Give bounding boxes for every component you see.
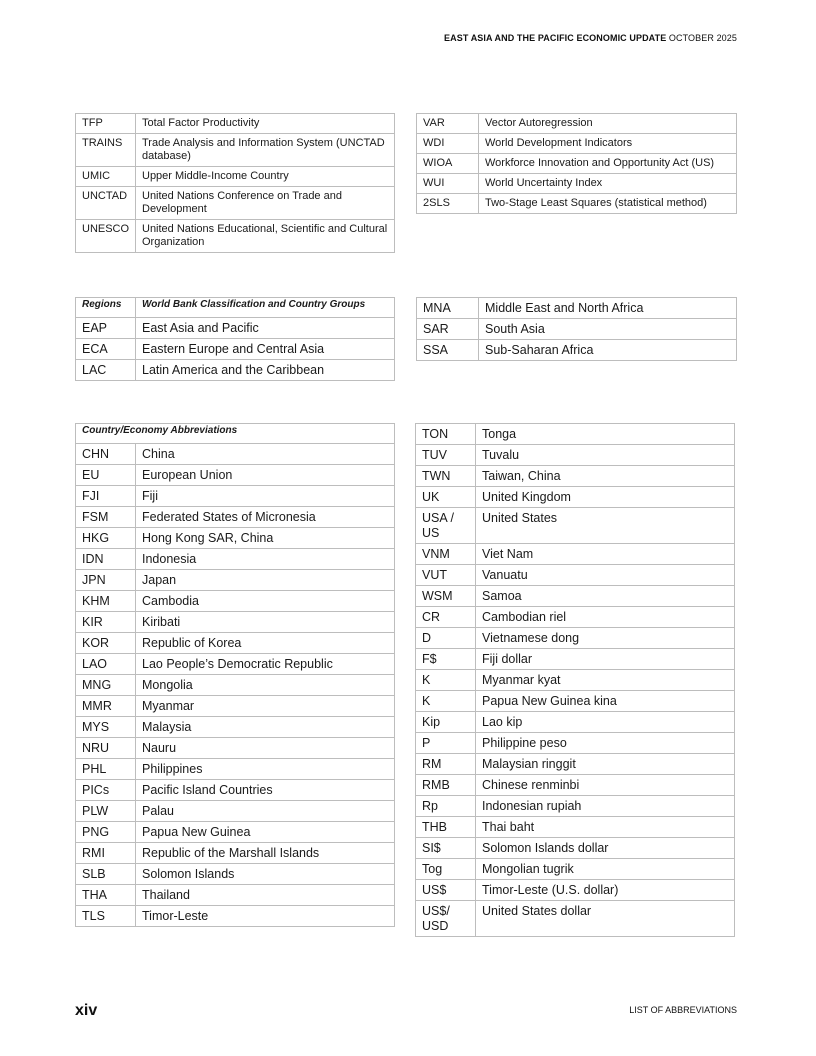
abbreviation-description: Thailand: [136, 885, 395, 906]
table-row: [76, 486, 395, 507]
regions-header-code: Regions: [76, 298, 136, 318]
table-row: [76, 528, 395, 549]
abbreviation-description: Malaysian ringgit: [476, 754, 735, 775]
table-row: [416, 565, 735, 586]
abbreviation-description: Taiwan, China: [476, 466, 735, 487]
abbreviation-description: Philippines: [136, 759, 395, 780]
table-row: [76, 801, 395, 822]
abbreviation-description: Chinese renminbi: [476, 775, 735, 796]
table-row: [416, 487, 735, 508]
table-row: [416, 712, 735, 733]
abbreviation-description: Federated States of Micronesia: [136, 507, 395, 528]
table-row: [76, 633, 395, 654]
regions-header-desc: World Bank Classification and Country Groups: [136, 298, 395, 318]
table-row: [416, 838, 735, 859]
abbreviation-description: Timor-Leste: [136, 906, 395, 927]
table-row: [76, 780, 395, 801]
countries-table-right: [415, 423, 735, 937]
table-row: [76, 507, 395, 528]
abbreviation-description: Cambodian riel: [476, 607, 735, 628]
abbreviation-code: PNG: [76, 822, 136, 843]
table-row: [76, 822, 395, 843]
table-row: [76, 696, 395, 717]
abbreviation-code: K: [416, 691, 476, 712]
table-row: [416, 628, 735, 649]
abbreviation-description: Mongolian tugrik: [476, 859, 735, 880]
abbreviation-code: ECA: [76, 339, 136, 360]
abbreviation-code: WSM: [416, 586, 476, 607]
table-row: [416, 424, 735, 445]
countries-header-row: [76, 424, 395, 444]
abbreviation-description: Solomon Islands: [136, 864, 395, 885]
abbreviation-code: PLW: [76, 801, 136, 822]
abbreviation-description: Timor-Leste (U.S. dollar): [476, 880, 735, 901]
table-row: [76, 134, 395, 167]
abbreviation-code: SSA: [417, 340, 479, 361]
table-row: [417, 174, 737, 194]
abbreviation-code: IDN: [76, 549, 136, 570]
table-row: [416, 607, 735, 628]
abbreviation-description: Myanmar: [136, 696, 395, 717]
abbreviation-description: Eastern Europe and Central Asia: [136, 339, 395, 360]
table-row: [76, 675, 395, 696]
abbreviation-description: Sub-Saharan Africa: [479, 340, 737, 361]
table-row: [416, 691, 735, 712]
table-row: [416, 649, 735, 670]
abbreviation-code: Rp: [416, 796, 476, 817]
abbreviation-code: KHM: [76, 591, 136, 612]
abbreviation-code: JPN: [76, 570, 136, 591]
abbreviation-code: PICs: [76, 780, 136, 801]
abbreviation-code: SLB: [76, 864, 136, 885]
abbreviation-code: VNM: [416, 544, 476, 565]
abbreviation-code: RMI: [76, 843, 136, 864]
table-row: [416, 880, 735, 901]
table-row: [76, 570, 395, 591]
abbreviation-description: Mongolia: [136, 675, 395, 696]
abbreviation-code: FJI: [76, 486, 136, 507]
abbreviation-code: KIR: [76, 612, 136, 633]
abbreviation-code: NRU: [76, 738, 136, 759]
abbreviation-description: Total Factor Productivity: [136, 114, 395, 134]
abbreviation-description: Tuvalu: [476, 445, 735, 466]
abbreviation-description: Cambodia: [136, 591, 395, 612]
table-row: [76, 187, 395, 220]
table-row: [76, 465, 395, 486]
abbreviation-code: RMB: [416, 775, 476, 796]
table-row: [76, 318, 395, 339]
abbreviation-code: Tog: [416, 859, 476, 880]
abbreviation-code: EAP: [76, 318, 136, 339]
abbreviation-description: Myanmar kyat: [476, 670, 735, 691]
report-date: OCTOBER 2025: [668, 33, 737, 43]
regions-table-left: [75, 297, 395, 381]
abbreviation-code: HKG: [76, 528, 136, 549]
table-row: [416, 508, 735, 544]
table-row: [76, 591, 395, 612]
table-row: [416, 733, 735, 754]
abbreviation-description: East Asia and Pacific: [136, 318, 395, 339]
abbreviation-code: THB: [416, 817, 476, 838]
abbreviation-description: Indonesian rupiah: [476, 796, 735, 817]
table-row: [416, 775, 735, 796]
abbreviation-code: CR: [416, 607, 476, 628]
abbreviation-description: Thai baht: [476, 817, 735, 838]
table-row: [417, 114, 737, 134]
abbreviation-description: Palau: [136, 801, 395, 822]
abbreviation-code: TRAINS: [76, 134, 136, 167]
abbreviation-code: MYS: [76, 717, 136, 738]
table-row: [76, 612, 395, 633]
table-row: [76, 717, 395, 738]
abbreviation-code: EU: [76, 465, 136, 486]
abbreviation-description: Japan: [136, 570, 395, 591]
abbreviation-code: UK: [416, 487, 476, 508]
abbreviation-code: VUT: [416, 565, 476, 586]
abbreviation-description: Latin America and the Caribbean: [136, 360, 395, 381]
abbreviation-description: China: [136, 444, 395, 465]
abbreviation-description: Samoa: [476, 586, 735, 607]
table-row: [76, 843, 395, 864]
abbreviation-description: United Kingdom: [476, 487, 735, 508]
abbreviation-code: WDI: [417, 134, 479, 154]
abbreviation-code: MNA: [417, 298, 479, 319]
abbreviation-description: Vanuatu: [476, 565, 735, 586]
abbreviation-description: Papua New Guinea: [136, 822, 395, 843]
table-row: [417, 298, 737, 319]
abbreviation-code: TWN: [416, 466, 476, 487]
abbreviation-code: RM: [416, 754, 476, 775]
abbreviation-code: Kip: [416, 712, 476, 733]
abbreviation-description: Fiji dollar: [476, 649, 735, 670]
table-row: [76, 906, 395, 927]
table-row: [417, 340, 737, 361]
table-row: [416, 859, 735, 880]
countries-table-left: [75, 423, 395, 927]
abbreviation-code: UNESCO: [76, 220, 136, 253]
abbreviation-code: UMIC: [76, 167, 136, 187]
table-row: [76, 864, 395, 885]
abbreviation-description: Pacific Island Countries: [136, 780, 395, 801]
abbreviation-description: Lao kip: [476, 712, 735, 733]
abbreviation-description: Upper Middle-Income Country: [136, 167, 395, 187]
abbreviation-description: Kiribati: [136, 612, 395, 633]
abbreviation-description: United Nations Educational, Scientific and Cultural Organization: [136, 220, 395, 253]
abbreviation-description: Hong Kong SAR, China: [136, 528, 395, 549]
table-row: [416, 445, 735, 466]
abbreviation-code: SAR: [417, 319, 479, 340]
abbreviation-code: MNG: [76, 675, 136, 696]
table-row: [76, 444, 395, 465]
abbreviation-code: LAC: [76, 360, 136, 381]
abbreviation-description: Viet Nam: [476, 544, 735, 565]
abbreviation-description: Indonesia: [136, 549, 395, 570]
regions-table-right: [416, 297, 737, 361]
abbreviation-description: Republic of the Marshall Islands: [136, 843, 395, 864]
abbreviation-code: D: [416, 628, 476, 649]
table-row: [76, 885, 395, 906]
abbreviation-description: Fiji: [136, 486, 395, 507]
abbreviation-code: TFP: [76, 114, 136, 134]
acronyms-table-left: [75, 113, 395, 253]
abbreviation-description: Solomon Islands dollar: [476, 838, 735, 859]
abbreviation-description: Workforce Innovation and Opportunity Act (US): [479, 154, 737, 174]
abbreviation-code: WUI: [417, 174, 479, 194]
abbreviation-code: USA / US: [416, 508, 476, 544]
abbreviation-code: K: [416, 670, 476, 691]
abbreviation-code: TON: [416, 424, 476, 445]
abbreviation-description: Lao People’s Democratic Republic: [136, 654, 395, 675]
running-header: [444, 33, 737, 43]
abbreviation-code: VAR: [417, 114, 479, 134]
abbreviation-description: World Development Indicators: [479, 134, 737, 154]
countries-header: Country/Economy Abbreviations: [76, 424, 395, 444]
footer-section-title: LIST OF ABBREVIATIONS: [629, 1005, 737, 1015]
abbreviation-description: Nauru: [136, 738, 395, 759]
table-row: [76, 654, 395, 675]
abbreviation-description: Philippine peso: [476, 733, 735, 754]
table-row: [76, 360, 395, 381]
abbreviation-description: Two-Stage Least Squares (statistical method): [479, 194, 737, 214]
abbreviation-code: LAO: [76, 654, 136, 675]
abbreviation-description: Trade Analysis and Information System (UNCTAD database): [136, 134, 395, 167]
table-row: [416, 796, 735, 817]
table-row: [76, 114, 395, 134]
abbreviation-code: TLS: [76, 906, 136, 927]
abbreviation-description: European Union: [136, 465, 395, 486]
table-row: [76, 738, 395, 759]
abbreviation-code: US$: [416, 880, 476, 901]
abbreviation-description: Papua New Guinea kina: [476, 691, 735, 712]
table-row: [416, 901, 735, 937]
abbreviation-description: United States: [476, 508, 735, 544]
abbreviation-description: Middle East and North Africa: [479, 298, 737, 319]
abbreviation-code: THA: [76, 885, 136, 906]
abbreviation-code: KOR: [76, 633, 136, 654]
abbreviation-code: P: [416, 733, 476, 754]
table-row: [76, 220, 395, 253]
abbreviation-description: United States dollar: [476, 901, 735, 937]
table-row: [76, 759, 395, 780]
abbreviation-description: Tonga: [476, 424, 735, 445]
abbreviation-code: UNCTAD: [76, 187, 136, 220]
table-row: [416, 754, 735, 775]
abbreviation-code: US$/ USD: [416, 901, 476, 937]
table-row: [416, 466, 735, 487]
report-title: EAST ASIA AND THE PACIFIC ECONOMIC UPDATE: [444, 33, 667, 43]
abbreviation-description: South Asia: [479, 319, 737, 340]
abbreviation-description: United Nations Conference on Trade and Development: [136, 187, 395, 220]
table-row: [417, 134, 737, 154]
table-row: [76, 167, 395, 187]
abbreviation-code: FSM: [76, 507, 136, 528]
abbreviation-code: 2SLS: [417, 194, 479, 214]
abbreviation-code: MMR: [76, 696, 136, 717]
abbreviation-description: World Uncertainty Index: [479, 174, 737, 194]
table-row: [416, 544, 735, 565]
abbreviation-code: PHL: [76, 759, 136, 780]
table-row: [76, 339, 395, 360]
table-row: [417, 154, 737, 174]
regions-header-row: [76, 298, 395, 318]
abbreviation-description: Republic of Korea: [136, 633, 395, 654]
page-number: xiv: [75, 1002, 98, 1019]
abbreviation-code: CHN: [76, 444, 136, 465]
acronyms-table-right: [416, 113, 737, 214]
table-row: [416, 670, 735, 691]
table-row: [417, 319, 737, 340]
table-row: [417, 194, 737, 214]
abbreviation-description: Malaysia: [136, 717, 395, 738]
abbreviation-code: SI$: [416, 838, 476, 859]
abbreviation-description: Vietnamese dong: [476, 628, 735, 649]
abbreviation-code: TUV: [416, 445, 476, 466]
abbreviation-code: F$: [416, 649, 476, 670]
table-row: [416, 586, 735, 607]
abbreviation-description: Vector Autoregression: [479, 114, 737, 134]
table-row: [416, 817, 735, 838]
abbreviation-code: WIOA: [417, 154, 479, 174]
table-row: [76, 549, 395, 570]
